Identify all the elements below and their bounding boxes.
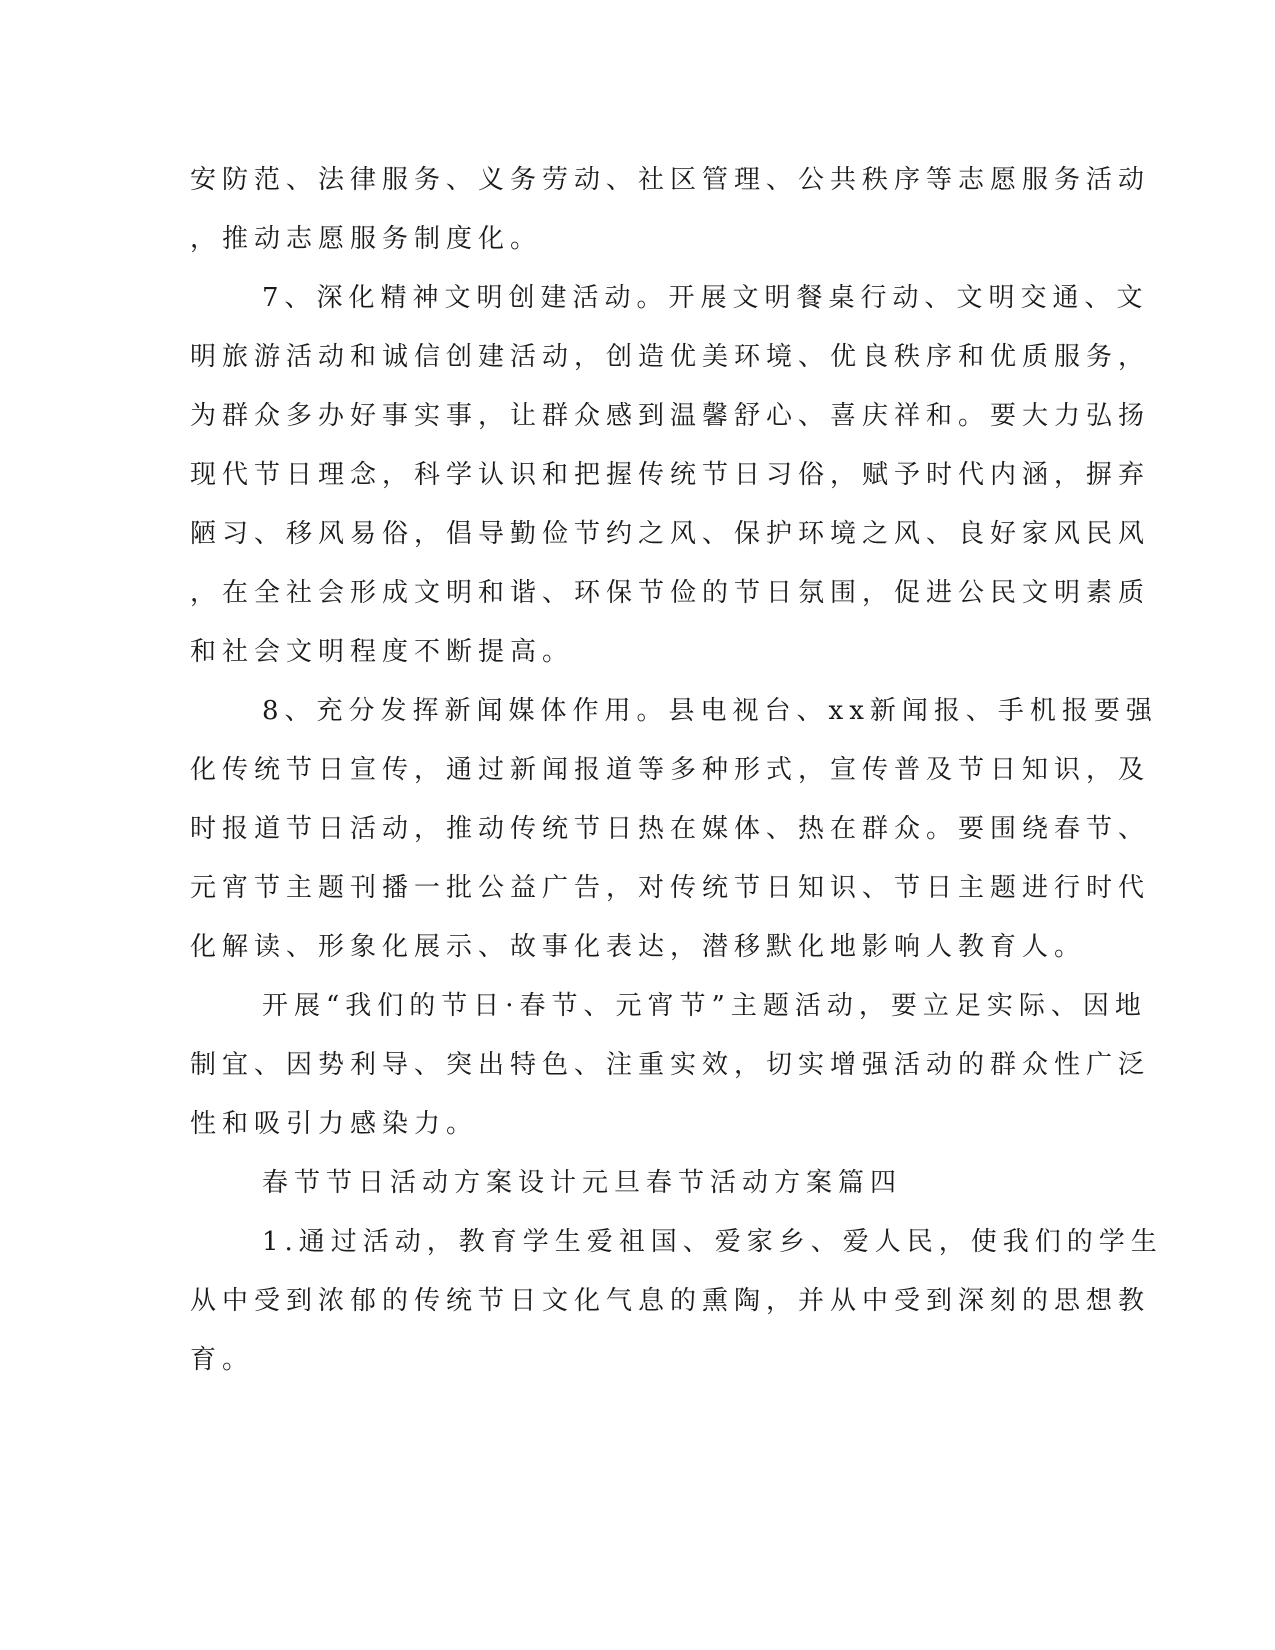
text-line: 明旅游活动和诚信创建活动，创造优美环境、优良秩序和优质服务， bbox=[190, 342, 1151, 372]
text-line: 制宜、因势利导、突出特色、注重实效，切实增强活动的群众性广泛 bbox=[190, 1050, 1151, 1080]
text-line: 为群众多办好事实事，让群众感到温馨舒心、喜庆祥和。要大力弘扬 bbox=[190, 401, 1151, 431]
text-line: 育。 bbox=[190, 1345, 255, 1375]
text-line: 安防范、法律服务、义务劳动、社区管理、公共秩序等志愿服务活动 bbox=[190, 165, 1151, 195]
section-heading: 春节节日活动方案设计元旦春节活动方案篇四 bbox=[262, 1168, 903, 1198]
text-line: ，在全社会形成文明和谐、环保节俭的节日氛围，促进公民文明素质 bbox=[190, 578, 1151, 608]
text-line: 时报道节日活动，推动传统节日热在媒体、热在群众。要围绕春节、 bbox=[190, 814, 1151, 844]
text-line: ，推动志愿服务制度化。 bbox=[190, 224, 543, 254]
paragraph-line: 8、充分发挥新闻媒体作用。县电视台、xx新闻报、手机报要强 bbox=[262, 696, 1158, 726]
text-line: 和社会文明程度不断提高。 bbox=[190, 637, 575, 667]
text-line: 元宵节主题刊播一批公益广告，对传统节日知识、节日主题进行时代 bbox=[190, 873, 1151, 903]
text-line: 化解读、形象化展示、故事化表达，潜移默化地影响人教育人。 bbox=[190, 932, 1087, 962]
paragraph-line: 开展“我们的节日·春节、元宵节”主题活动，要立足实际、因地 bbox=[262, 991, 1147, 1021]
text-line: 从中受到浓郁的传统节日文化气息的熏陶，并从中受到深刻的思想教 bbox=[190, 1286, 1151, 1316]
text-line: 化传统节日宣传，通过新闻报道等多种形式，宣传普及节日知识，及 bbox=[190, 755, 1151, 785]
text-line: 现代节日理念，科学认识和把握传统节日习俗，赋予时代内涵，摒弃 bbox=[190, 460, 1151, 490]
paragraph-line: 1.通过活动，教育学生爱祖国、爱家乡、爱人民，使我们的学生 bbox=[262, 1227, 1163, 1257]
text-line: 性和吸引力感染力。 bbox=[190, 1109, 479, 1139]
paragraph-line: 7、深化精神文明创建活动。开展文明餐桌行动、文明交通、文 bbox=[262, 283, 1149, 313]
text-line: 陋习、移风易俗，倡导勤俭节约之风、保护环境之风、良好家风民风 bbox=[190, 519, 1151, 549]
